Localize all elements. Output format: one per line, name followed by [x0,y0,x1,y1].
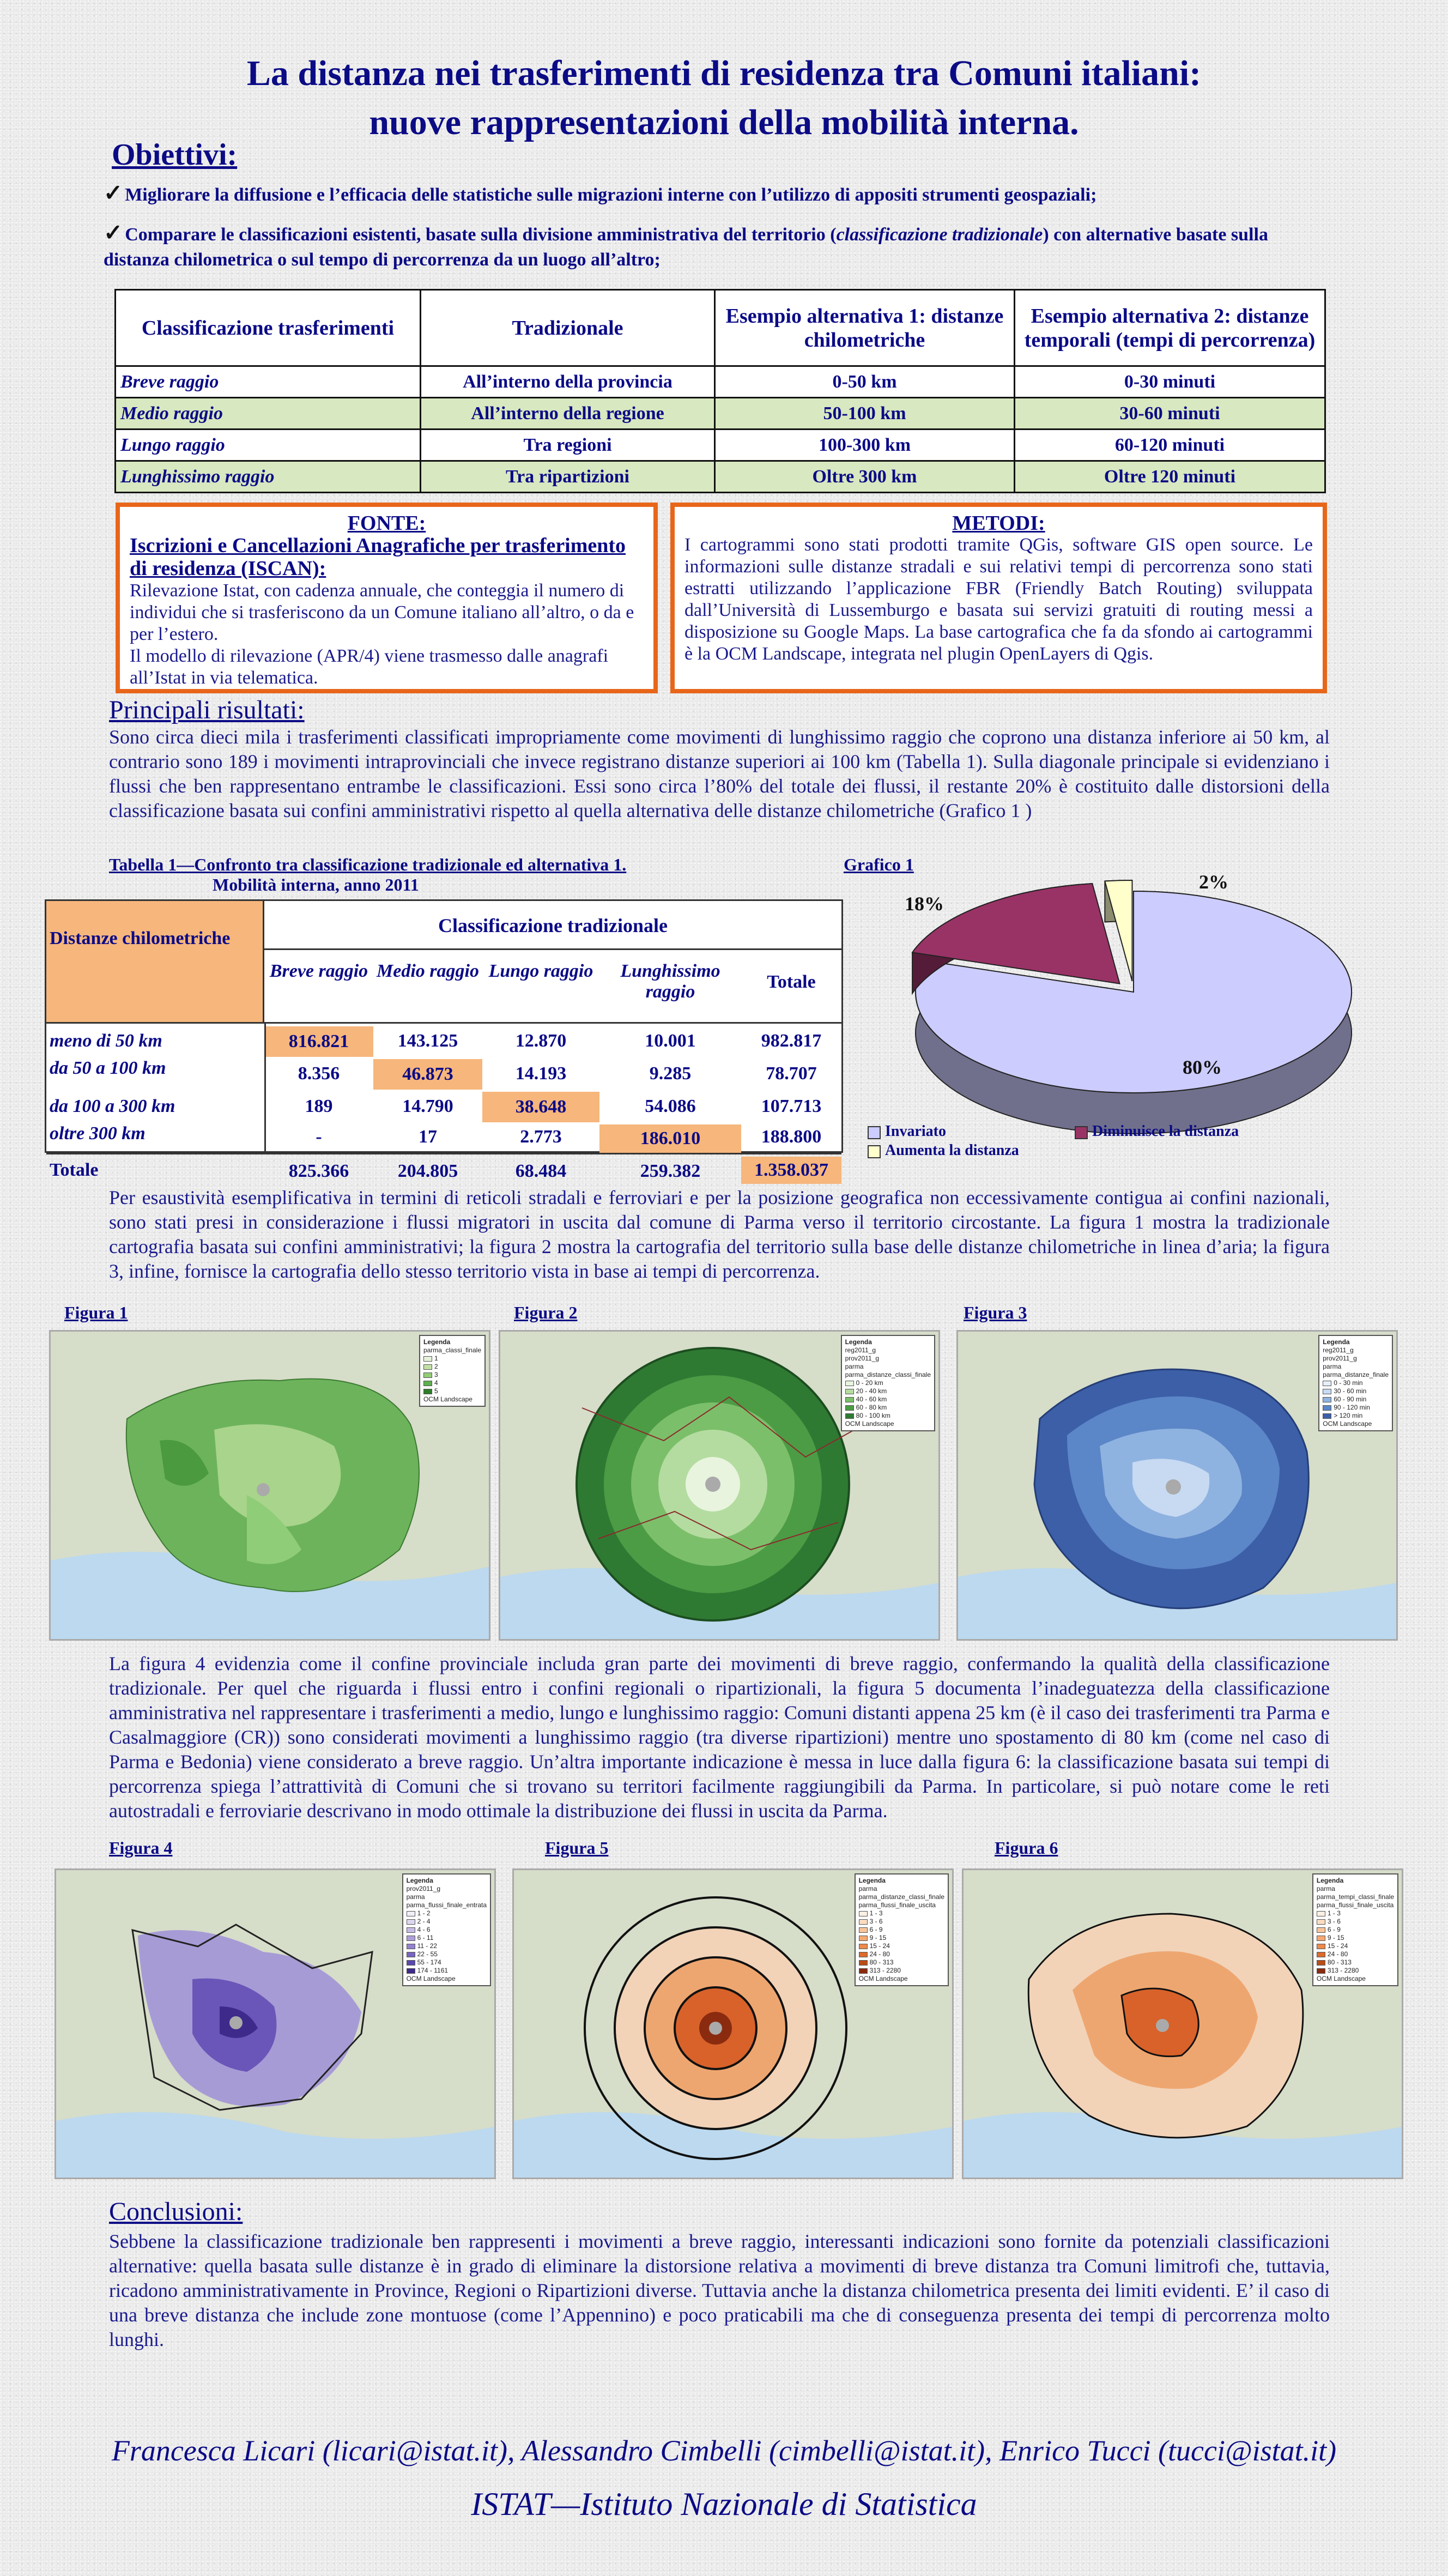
figure-5-legend [855,1873,949,1986]
pie-data-label: 18% [905,893,944,915]
legend-entry: 24 - 80 [1317,1950,1394,1958]
table-row [46,1025,841,1058]
legend-swatch [868,1126,881,1139]
legend-entry: 3 - 6 [859,1918,944,1926]
table1-cell: 186.010 [599,1124,741,1153]
objective-text-2b: classificazione tradizionale [836,225,1043,245]
legend-entry: 1 - 2 [407,1909,487,1918]
class-row [116,430,1325,461]
class-row [116,398,1325,430]
legend-entry: 55 - 174 [407,1958,487,1967]
legend-heading: Legenda [845,1338,872,1346]
figure-1-label: Figura 1 [64,1303,128,1322]
class-header-3: Esempio alternativa 2: distanze temporali (tempi di percorrenza) [1015,290,1325,366]
pie-data-label: 2% [1199,871,1228,893]
legend-entry: 6 - 9 [859,1926,944,1934]
legend-entry: 3 - 6 [1317,1918,1394,1926]
figure-4-label: Figura 4 [109,1838,173,1858]
table1-body [46,1025,841,1185]
table1-cell: 107.713 [761,1096,822,1116]
class-cell: 100-300 km [715,430,1015,461]
legend-entry: parma [1316,1885,1335,1892]
pie-legend-item-aumenta [868,1142,1019,1159]
legend-entry: 4 [423,1379,481,1387]
legend-heading: Legenda [423,1338,451,1346]
table1-col-header: Totale [767,972,816,992]
legend-entry: 40 - 60 km [845,1395,931,1404]
table1-cell: 14.790 [402,1096,453,1116]
table1 [45,899,843,1181]
figure-3-legend [1318,1335,1393,1431]
table1-caption-line-2: Mobilità interna, anno 2011 [213,875,419,894]
class-row [116,366,1325,398]
results-heading: Principali risultati: [109,696,305,724]
table1-row-label: meno di 50 km [50,1031,162,1051]
class-cell: 0-50 km [715,366,1015,398]
legend-entry: OCM Landscape [1323,1420,1372,1428]
legend-entry: > 120 min [1323,1412,1389,1420]
organization: ISTAT—Istituto Nazionale di Statistica [471,2486,977,2522]
legend-entry: 1 [423,1354,481,1363]
legend-entry: prov2011_g [406,1885,441,1892]
legend-heading: Legenda [1316,1877,1344,1884]
title-line-1: La distanza nei trasferimenti di residenza tra Comuni italiani: [246,53,1202,93]
legend-entry: prov2011_g [845,1354,880,1362]
table1-row-label: oltre 300 km [50,1123,146,1144]
metodi-text: I cartogrammi sono stati prodotti tramite QGis, software GIS open source. Le informazioni sulle distanze stradali e sui relativi tempi di percorrenza sono stati estratti utilizzando l’applicazione FBR (Friendly Batch Routing) sviluppata dall’Università di Lussemburgo e basata sui servizi gratuiti di routing messi a disposizione su Google Maps. La base cartografica che fa da sfondo ai cartogrammi è la OCM Landscape, integrata nel plugin OpenLayers di Qgis. [684,535,1313,664]
figure-3-map [956,1330,1398,1641]
table1-cell: 259.382 [640,1161,701,1181]
poster-title [0,49,1448,147]
legend-entry: 2 - 4 [407,1918,487,1926]
legend-entry: 90 - 120 min [1323,1404,1389,1412]
class-cell: Oltre 120 minuti [1015,461,1325,493]
legend-entry: parma_flussi_finale_entrata [406,1901,487,1909]
legend-entry: 3 [423,1371,481,1379]
figure-4-legend [402,1873,491,1986]
table-row [46,1154,841,1185]
figure-2-map [499,1330,940,1641]
class-cell: All’interno della provincia [421,366,715,398]
table1-group-header: Classificazione tradizionale [264,901,841,950]
class-cell: Lunghissimo raggio [116,461,421,493]
legend-heading: Legenda [1323,1338,1350,1346]
legend-entry: 6 - 9 [1317,1926,1394,1934]
class-cell: Lungo raggio [116,430,421,461]
legend-entry: 2 [423,1363,481,1371]
legend-entry: 9 - 15 [859,1934,944,1942]
table1-cell: 189 [305,1096,333,1116]
fonte-text-1: Rilevazione Istat, con cadenza annuale, che conteggia il numero di individui che si trasferiscono da un Comune italiano all’altro, o da e per l’estero. [130,580,634,644]
legend-entry: 4 - 6 [407,1926,487,1934]
legend-entry: 22 - 55 [407,1950,487,1958]
table1-cell: 10.001 [645,1031,696,1051]
class-row [116,461,1325,493]
pie-legend-item-diminuisce [1075,1123,1239,1140]
legend-entry: 80 - 100 km [845,1412,931,1420]
results-text: Sono circa dieci mila i trasferimenti classificati impropriamente come movimenti di lunghissimo raggio che coprono una distanza inferiore ai 50 km, al contrario sono 189 i movimenti intraprovinciali che invece registrano distanze superiori ai 100 km (Tabella 1). Sulla diagonale principale si evidenziano i flussi che ben rappresentano entrambe le classificazioni. Essi sono circa l’80% del totale dei flussi, il restante 20% è costituito dalle distorsioni della classificazione basata sui confini amministrativi rispetto al quella alternativa delle distanze chilometriche (Grafico 1 ) [109,726,1330,821]
legend-entry: parma_flussi_finale_uscita [1316,1901,1394,1909]
pie-legend-item-invariato [868,1123,946,1140]
objective-text-1: Migliorare la diffusione e l’efficacia delle statistiche sulle migrazioni interne con l’utilizzo di appositi strumenti geospaziali; [125,185,1097,205]
table-row [46,1091,841,1123]
objective-text-2c: ) con alternative basate sulla distanza chilometrica o sul tempo di percorrenza da un luogo all’altro; [104,225,1268,270]
table1-cell: 816.821 [264,1026,373,1057]
pie-data-label: 80% [1183,1056,1222,1078]
conclusions-text: Sebbene la classificazione tradizionale ben rappresenti i movimenti a breve raggio, interessanti indicazioni sono fornite da potenziali classificazioni alternative: quella basata sulle distanze è in grado di eliminare la distorsione relativa a movimenti di breve distanza tra Comuni limitrofi che, tuttavia, ricadono amministrativamente in Province, Regioni o Ripartizioni diverse. Tuttavia anche la distanza chilometrica presenta dei limiti evidenti. E’ il caso di una breve distanza che include zone montuose (come l’Appennino) e poco praticabili ma che di conseguenza presenta dei tempi di percorrenza molto lunghi. [109,2230,1330,2350]
class-cell: Oltre 300 km [715,461,1015,493]
legend-entry: 80 - 313 [859,1958,944,1967]
table1-cell: 2.773 [520,1127,562,1147]
legend-label: Invariato [885,1123,946,1140]
legend-entry: 313 - 2280 [1317,1967,1394,1975]
objective-item-1 [104,181,1346,208]
class-header-0: Classificazione trasferimenti [116,290,421,366]
legend-entry: 11 - 22 [407,1942,487,1950]
table1-cell: 12.870 [515,1031,567,1051]
table1-col-header: Lungo raggio [488,961,593,981]
legend-entry: 30 - 60 min [1323,1387,1389,1395]
class-cell: Breve raggio [116,366,421,398]
table1-cell: 982.817 [761,1031,822,1051]
table1-cell: 9.285 [649,1063,692,1084]
figure-2-legend [841,1335,935,1431]
class-header-2: Esempio alternativa 1: distanze chilometriche [715,290,1015,366]
figure-3-label: Figura 3 [964,1303,1027,1322]
legend-entry: 15 - 24 [859,1942,944,1950]
table1-col-header: Lunghissimo raggio [620,961,720,1002]
table1-cell: 143.125 [397,1031,458,1051]
legend-swatch [1075,1126,1088,1139]
authors: Francesca Licari (licari@istat.it), Alessandro Cimbelli (cimbelli@istat.it), Enrico Tucci (tucci@istat.it) [111,2434,1337,2467]
figure-6-label: Figura 6 [995,1838,1058,1858]
table1-col-headers [264,950,841,1024]
figure-1-legend [419,1335,486,1407]
fonte-box [116,503,658,693]
legend-entry: 313 - 2280 [859,1967,944,1975]
table1-cell: 17 [419,1127,437,1147]
figure-1-map [49,1330,490,1641]
figure-4-map [54,1868,496,2179]
legend-entry: 6 - 11 [407,1934,487,1942]
table1-cell: 8.356 [298,1063,340,1084]
para-figures-intro: Per esaustività esemplificativa in termini di reticoli stradali e ferroviari e per la posizione geografica non eccessivamente contigua ai confini nazionali, sono stati presi in considerazione i flussi migratori in uscita dal comune di Parma verso il territorio circostante. La figura 1 mostra la tradizionale cartografia basata sui confini amministrativi; la figura 2 mostra la cartografia del territorio sulla base delle distanze chilometriche in linea d’aria; la figura 3, infine, fornisce la cartografia dello stesso territorio vista in base ai tempi di percorrenza. [109,1187,1330,1282]
legend-entry: OCM Landscape [406,1975,456,1982]
table1-row-label: Totale [50,1160,99,1180]
checkmark-icon: ✓ [104,181,123,206]
para-figures-analysis: La figura 4 evidenzia come il confine provinciale includa gran parte dei movimenti di breve raggio, confermando la qualità della classificazione tradizionale. Per quel che riguarda i flussi entro i confini regionali o ripartizionali, la figura 5 documenta l’inadeguatezza della classificazione amministrativa nel rappresentare i trasferimenti a medio, lungo e lunghissimo raggio: Comuni distanti appena 25 km (è il caso dei trasferimenti tra Parma e Casalmaggiore (CR)) sono considerati movimenti a lunghissimo raggio (tra diverse ripartizioni) mentre uno spostamento di 80 km (come nel caso di Parma e Bedonia) viene considerato a breve raggio. Un’altra importante indicazione è messa in luce dalla figura 6: la classificazione basata sui tempi di percorrenza spiega l’attrattività di Comuni che si trovano su territori facilmente raggiungibili da Parma. In particolare, si può notare come le reti autostradali e ferroviarie descrivano in modo ottimale la distribuzione dei flussi in uscita da Parma. [109,1653,1330,1822]
table1-cell: 204.805 [397,1161,458,1181]
table1-caption [109,855,626,895]
table1-corner: Distanze chilometriche [46,901,264,1024]
legend-entry: 0 - 30 min [1323,1379,1389,1387]
title-line-2: nuove rappresentazioni della mobilità interna. [369,102,1079,142]
table-row [46,1123,841,1154]
legend-entry: 1 - 3 [1317,1909,1394,1918]
class-cell: 50-100 km [715,398,1015,430]
metodi-heading: METODI: [952,512,1045,535]
table1-cell: 1.358.037 [741,1157,841,1184]
table1-cell: - [316,1127,322,1147]
chart-title: Grafico 1 [844,855,914,874]
class-header-1: Tradizionale [421,290,715,366]
legend-heading: Legenda [858,1877,886,1884]
legend-entry: 60 - 90 min [1323,1395,1389,1404]
legend-entry: OCM Landscape [845,1420,894,1428]
legend-entry: OCM Landscape [423,1395,472,1403]
legend-entry: 174 - 1161 [407,1967,487,1975]
table1-cell: 78.707 [766,1063,817,1084]
legend-entry: 24 - 80 [859,1950,944,1958]
legend-heading: Legenda [406,1877,433,1884]
legend-entry: parma_distanze_classi_finale [858,1893,944,1901]
class-cell: Tra ripartizioni [421,461,715,493]
legend-entry: 1 - 3 [859,1909,944,1918]
figure-6-legend [1312,1873,1398,1986]
legend-entry: reg2011_g [1323,1346,1354,1354]
table1-cell: 54.086 [645,1096,696,1116]
table1-cell: 68.484 [515,1161,567,1181]
objectives-heading: Obiettivi: [112,138,238,172]
class-cell: All’interno della regione [421,398,715,430]
legend-entry: reg2011_g [845,1346,876,1354]
legend-entry: parma [845,1363,864,1370]
table1-cell: 46.873 [373,1059,482,1090]
class-cell: Tra regioni [421,430,715,461]
metodi-box [670,503,1327,693]
legend-entry: 20 - 40 km [845,1387,931,1395]
table1-row-label: da 100 a 300 km [50,1096,175,1116]
legend-label: Aumenta la distanza [885,1142,1019,1159]
table1-caption-line-1: Tabella 1—Confronto tra classificazione tradizionale ed alternativa 1. [109,855,627,874]
legend-entry: parma [858,1885,877,1892]
class-cell: 30-60 minuti [1015,398,1325,430]
figure-5-map [512,1868,954,2179]
legend-swatch [868,1145,881,1158]
table1-col-header: Medio raggio [377,961,479,981]
class-cell: 60-120 minuti [1015,430,1325,461]
legend-entry: parma_tempi_classi_finale [1316,1893,1394,1901]
table1-cell: 188.800 [761,1127,822,1147]
legend-entry: 0 - 20 km [845,1379,931,1387]
legend-entry: parma [406,1893,425,1901]
legend-entry: parma_classi_finale [423,1346,481,1354]
objective-text-2a: Comparare le classificazioni esistenti, basate sulla divisione amministrativa del territorio ( [125,225,837,245]
figure-2-label: Figura 2 [514,1303,578,1322]
classification-table [114,289,1326,493]
legend-entry: OCM Landscape [1316,1975,1366,1982]
conclusions-heading: Conclusioni: [109,2197,243,2226]
legend-entry: prov2011_g [1323,1354,1357,1362]
legend-entry: parma_distanze_finale [1323,1371,1389,1378]
class-cell: 0-30 minuti [1015,366,1325,398]
legend-entry: 15 - 24 [1317,1942,1394,1950]
legend-entry: 9 - 15 [1317,1934,1394,1942]
legend-label: Diminuisce la distanza [1092,1123,1239,1140]
class-cell: Medio raggio [116,398,421,430]
table1-row-label: da 50 a 100 km [50,1058,166,1078]
legend-entry: 5 [423,1387,481,1395]
pie-chart [850,867,1357,1161]
table1-cell: 38.648 [482,1092,599,1122]
figure-6-map [962,1868,1403,2179]
table1-col-header: Breve raggio [269,961,368,981]
table1-cell: 825.366 [288,1161,349,1181]
legend-entry: parma [1323,1363,1342,1370]
table-row [46,1058,841,1091]
fonte-heading: FONTE: [347,512,426,535]
legend-entry: 60 - 80 km [845,1404,931,1412]
checkmark-icon: ✓ [104,221,123,246]
objective-item-2 [104,221,1335,273]
legend-entry: parma_distanze_classi_finale [845,1371,931,1378]
legend-entry: 80 - 313 [1317,1958,1394,1967]
figure-5-label: Figura 5 [545,1838,609,1858]
table1-separator [264,1024,266,1154]
table1-cell: 14.193 [515,1063,567,1084]
legend-entry: parma_flussi_finale_uscita [858,1901,936,1909]
legend-entry: OCM Landscape [858,1975,908,1982]
fonte-subheading: Iscrizioni e Cancellazioni Anagrafiche per trasferimento di residenza (ISCAN): [130,534,626,580]
fonte-text-2: Il modello di rilevazione (APR/4) viene trasmesso dalle anagrafi all’Istat in via telematica. [130,646,609,688]
